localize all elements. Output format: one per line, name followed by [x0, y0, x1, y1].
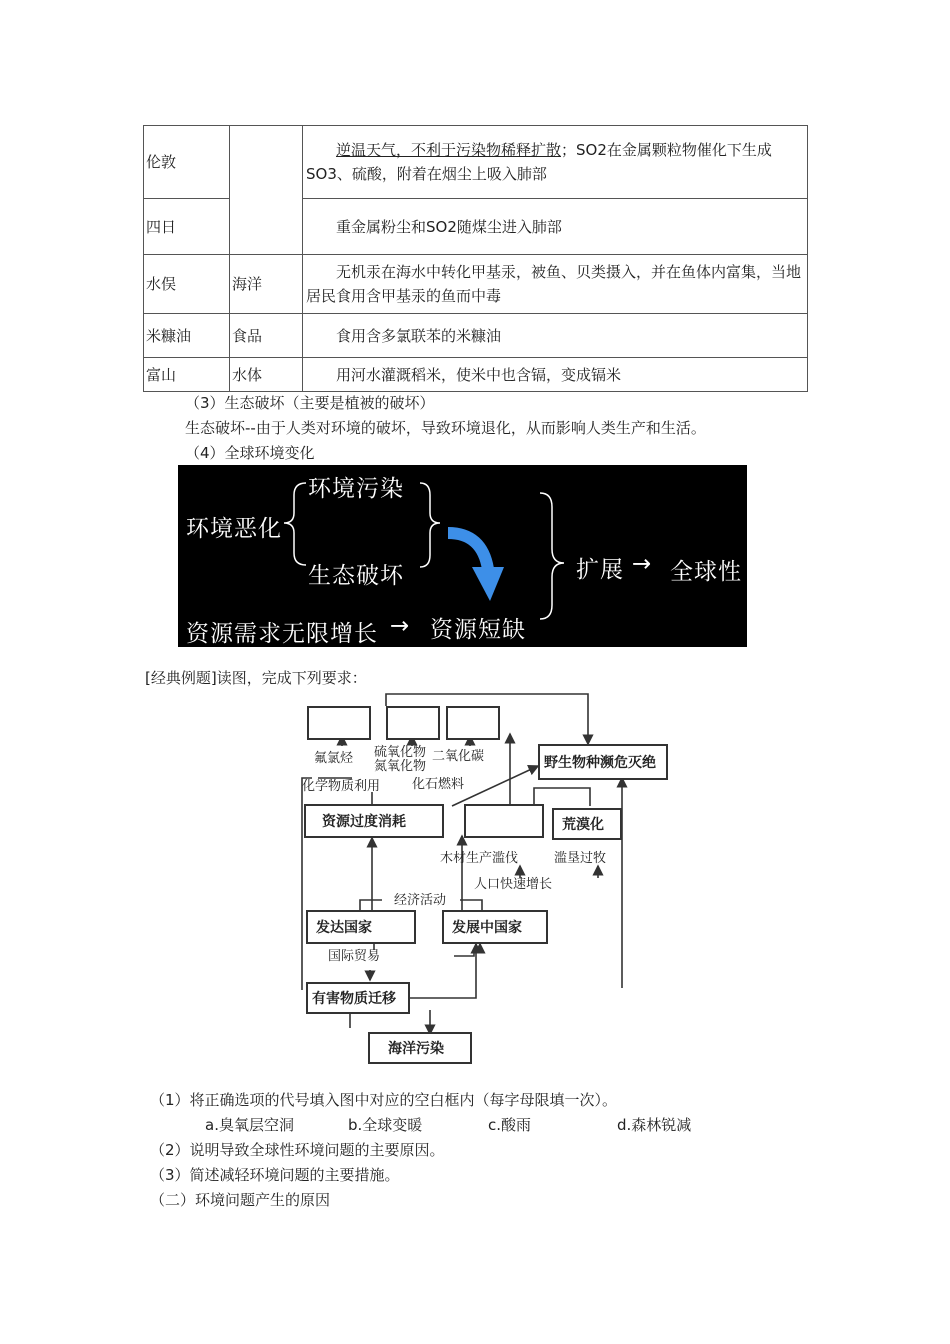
ocean-pollution-box [368, 1032, 472, 1064]
global-label: 全球性 [670, 559, 742, 585]
developed-box [306, 910, 416, 944]
option-c: c.酸雨 [488, 1116, 532, 1134]
desc-text: ；SO2在金属颗粒物催化下生成SO3、硫酸，附着在烟尘上吸入肺部 [306, 141, 772, 183]
hazard-transfer-box [306, 982, 410, 1014]
arrow-glyph: → [632, 551, 653, 577]
resource-overuse-box [304, 804, 444, 838]
type-cell: 海洋 [230, 255, 303, 314]
middle-brace [420, 483, 440, 567]
blank-box-4[interactable] [464, 804, 544, 838]
overgrazing-label: 滥垦过牧 [554, 851, 607, 866]
expand-label: 扩展 [576, 557, 624, 583]
trade-label: 国际贸易 [328, 949, 381, 964]
place-cell: 富山 [144, 358, 230, 392]
blue-arrow-body [448, 533, 488, 569]
type-cell: 食品 [230, 314, 303, 358]
global-change-banner [178, 465, 747, 647]
table-row [144, 255, 808, 314]
ocean-pollution-label: 海洋污染 [388, 1041, 444, 1057]
example-title: [经典例题]读图，完成下列要求： [145, 669, 367, 687]
blank-box-3[interactable] [446, 706, 500, 740]
question-2: （2）说明导致全球性环境问题的主要原因。 [150, 1141, 445, 1159]
timber-label: 木材生产滥伐 [440, 851, 519, 866]
arrow-glyph: → [390, 613, 411, 639]
environment-flow-diagram [282, 688, 656, 1064]
place-cell: 米糠油 [144, 314, 230, 358]
underlined-text: 逆温天气，不利于污染物稀释扩散 [336, 141, 562, 159]
place-cell: 伦敦 [144, 126, 230, 199]
eco-damage-label: 生态破坏 [308, 563, 404, 589]
table-row [144, 126, 808, 199]
wildlife-label: 野生物种濒危灭绝 [544, 755, 656, 771]
fossil-fuel-label: 化石燃料 [412, 777, 465, 792]
developed-label: 发达国家 [316, 920, 372, 936]
sulfur-nitrogen-label: 硫氧化物氮氧化物 [374, 745, 427, 774]
resource-demand-label: 资源需求无限增长 [186, 621, 378, 647]
desertification-label: 荒漠化 [562, 817, 604, 833]
section4-title: （4）全球环境变化 [185, 444, 315, 462]
blank-box-2[interactable] [386, 706, 440, 740]
right-brace [540, 493, 564, 619]
table-row [144, 314, 808, 358]
option-d: d.森林锐减 [617, 1116, 692, 1134]
section3-title: （3）生态破坏（主要是植被的破坏） [185, 394, 435, 412]
place-cell: 水俣 [144, 255, 230, 314]
desc-cell: 用河水灌溉稻米，使米中也含镉，变成镉米 [303, 358, 808, 392]
wildlife-box [538, 744, 668, 780]
left-brace [284, 483, 306, 565]
blue-arrow-head [472, 567, 504, 601]
blank-box-1[interactable] [307, 706, 371, 740]
hazard-transfer-label: 有害物质迁移 [312, 991, 396, 1007]
desc-cell: 重金属粉尘和SO2随煤尘进入肺部 [303, 199, 808, 255]
population-label: 人口快速增长 [474, 877, 553, 892]
section-two-title: （二）环境问题产生的原因 [150, 1191, 331, 1209]
chemical-use-label: 化学物质利用 [302, 779, 381, 794]
env-worsen-label: 环境恶化 [186, 516, 282, 542]
developing-label: 发展中国家 [452, 920, 522, 936]
question-1: （1）将正确选项的代号填入图中对应的空白框内（每字母限填一次）。 [150, 1091, 618, 1109]
question-3: （3）简述减轻环境问题的主要措施。 [150, 1166, 400, 1184]
co2-label: 二氧化碳 [432, 749, 485, 764]
type-cell [230, 126, 303, 255]
env-pollution-label: 环境污染 [308, 476, 404, 502]
desc-cell [303, 126, 808, 199]
option-b: b.全球变暖 [348, 1116, 423, 1134]
cfc-label: 氟氯烃 [314, 751, 354, 766]
desc-cell: 无机汞在海水中转化甲基汞，被鱼、贝类摄入，并在鱼体内富集，当地居民食用含甲基汞的鱼而中毒 [303, 255, 808, 314]
place-cell: 四日 [144, 199, 230, 255]
section3-text: 生态破坏--由于人类对环境的破坏，导致环境退化，从而影响人类生产和生活。 [185, 419, 706, 437]
type-cell: 水体 [230, 358, 303, 392]
desertification-box [552, 808, 622, 840]
option-a: a.臭氧层空洞 [205, 1116, 294, 1134]
resource-overuse-label: 资源过度消耗 [322, 814, 406, 830]
resource-short-label: 资源短缺 [430, 617, 526, 643]
table-row [144, 358, 808, 392]
desc-cell: 食用含多氯联苯的米糠油 [303, 314, 808, 358]
pollution-cases-table [143, 125, 808, 392]
developing-box [442, 910, 548, 944]
economic-label: 经济活动 [394, 893, 447, 908]
